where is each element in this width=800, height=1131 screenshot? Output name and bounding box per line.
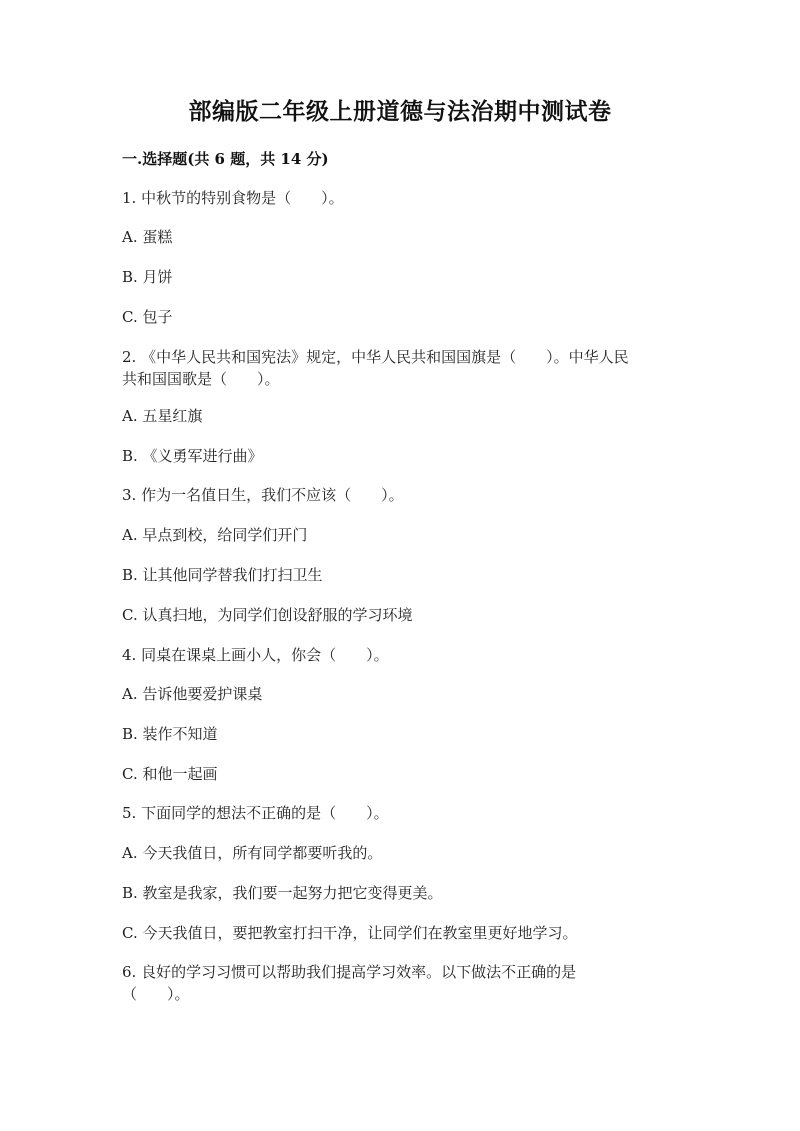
question-2-stem-line-2: 共和国国歌是（ ）。 xyxy=(122,370,280,388)
page-title: 部编版二年级上册道德与法治期中测试卷 xyxy=(188,98,612,125)
question-1-stem: 1. 中秋节的特别食物是（ ）。 xyxy=(122,189,344,207)
question-1-option-c: C. 包子 xyxy=(122,308,173,326)
question-6-stem-line-1: 6. 良好的学习习惯可以帮助我们提高学习效率。以下做法不正确的是 xyxy=(122,963,577,981)
section-heading: 一.选择题(共 6 题，共 14 分) xyxy=(122,150,329,168)
question-3-stem: 3. 作为一名值日生，我们不应该（ ）。 xyxy=(122,486,404,504)
question-3-option-a: A. 早点到校，给同学们开门 xyxy=(122,526,308,544)
question-4-option-a: A. 告诉他要爱护课桌 xyxy=(122,685,263,703)
question-4-option-c: C. 和他一起画 xyxy=(122,765,218,783)
question-1-option-a: A. 蛋糕 xyxy=(122,228,173,246)
question-2-stem-line-1: 2. 《中华人民共和国宪法》规定，中华人民共和国国旗是（ ）。中华人民 xyxy=(122,348,629,366)
question-2-option-a: A. 五星红旗 xyxy=(122,407,203,425)
question-5-option-a: A. 今天我值日，所有同学都要听我的。 xyxy=(122,844,383,862)
question-2-option-b: B. 《义勇军进行曲》 xyxy=(122,447,263,465)
question-5-stem: 5. 下面同学的想法不正确的是（ ）。 xyxy=(122,804,389,822)
question-3-option-b: B. 让其他同学替我们打扫卫生 xyxy=(122,566,323,584)
question-4-stem: 4. 同桌在课桌上画小人，你会（ ）。 xyxy=(122,646,389,664)
question-5-option-b: B. 教室是我家，我们要一起努力把它变得更美。 xyxy=(122,884,443,902)
question-6-stem-line-2: （ ）。 xyxy=(122,985,190,1003)
question-3-option-c: C. 认真扫地，为同学们创设舒服的学习环境 xyxy=(122,606,413,624)
question-4-option-b: B. 装作不知道 xyxy=(122,725,218,743)
question-5-option-c: C. 今天我值日，要把教室打扫干净，让同学们在教室里更好地学习。 xyxy=(122,924,578,942)
question-1-option-b: B. 月饼 xyxy=(122,268,173,286)
